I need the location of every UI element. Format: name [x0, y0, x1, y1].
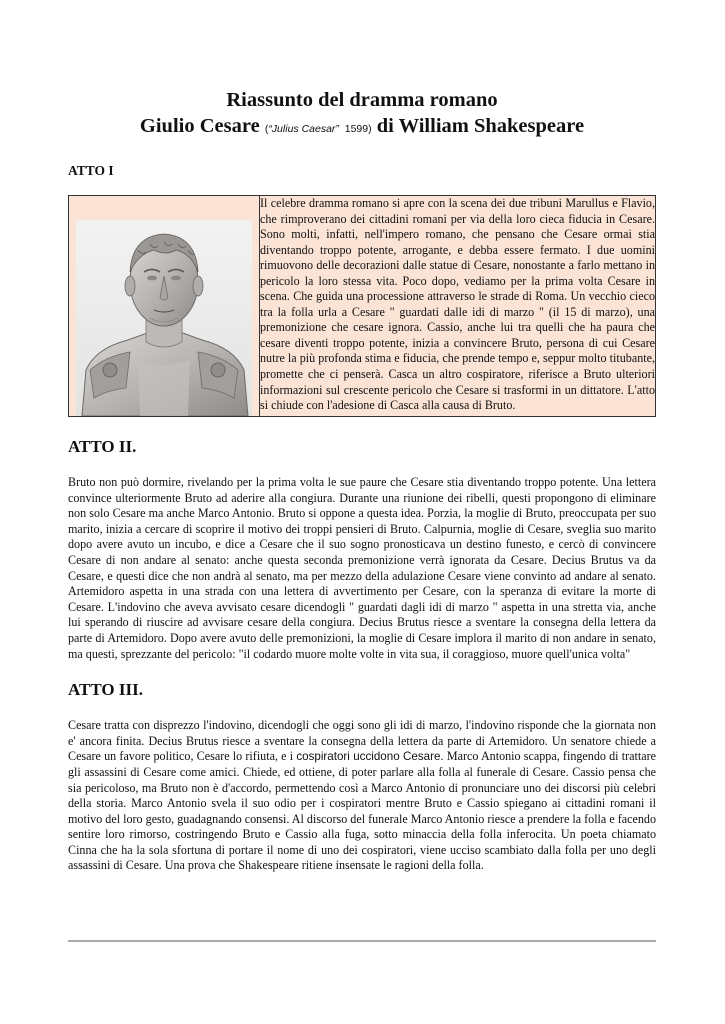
atto-3-text-part-a: Cesare tratta con disprezzo l'indovino, dicendogli che oggi sono gli idi di marzo, l'indovino risponde che la giornata non e' ancora finita. Decius Brutus riesce a sventare la consegna della lettera da parte di Artemidoro. Un senatore chiede a Cesare un favore politico, Cesare lo rifiuta, e i — [68, 718, 656, 764]
subtitle-english-title: “Julius Caesar” — [268, 123, 339, 135]
caesar-image-cell — [69, 196, 260, 417]
atto-3-summary — [68, 718, 656, 874]
caesar-bust-icon — [76, 220, 252, 416]
atto-1-summary: Il celebre dramma romano si apre con la scena dei due tribuni Marullus e Flavio, che rimproverano dei cittadini romani per via della loro cieca fiducia in Cesare. Sono molti, infatti, nell'impero romano, che pensano che Cesare ormai stia diventando troppo potente, arrogante, e debba essere fermato. I due uomini rimuovono delle decorazioni dalle statue di Cesare, nonostante a farlo mettano in pericolo la loro stessa vita. Poco dopo, vediamo per la prima volta Cesare in scena. Che guida una processione attraverso le strade di Roma. Un vecchio cieco tra la folla urla a Cesare " guardati dalle idi di marzo " (il 15 di marzo), una premonizione che cesare ignora. Cassio, anche lui tra quelli che ha paura che cesare diventi troppo potente, inizia a convincere Bruto, persona di cui Cesare nutre la più profonda stima e fiducia, che prende tempo e, seppur molto titubante, promette che ci penserà. Casca un altro cospiratore, riferisce a Bruto ulteriori informazioni sul crescente pericolo che Cesare si trasformi in un dittatore. L'atto si chiude con l'adesione di Casca alla causa di Bruto. — [260, 196, 656, 417]
atto-3-text-sans: cospiratori uccidono Cesare. — [296, 750, 444, 764]
title-line-2 — [68, 113, 656, 142]
atto-3-text-part-b: Marco Antonio scappa, fingendo di trattare gli assassini di Cesare come amici. Chiede, ed ottiene, di poter parlare alla folla al funerale di Cesare. Cassio pensa che sia pericoloso, ma Bruto non è d'accordo, permettendo così a Marco Antonio di pronunciare uno dei discorsi più celebri della storia. Marco Antonio svela il suo odio per i cospiratori mentre Bruto e Cassio spiegano ai cittadini romani il motivo del loro gesto, guadagnando consensi. Al discorso del funerale Marco Antonio riesce a prendere la folla e facendo sentire loro rimorso, costringendo Bruto e Cassio alla fuga, sotto minaccia della folla inferocita. Un poeta chiamato Cinna che ha la sola sfortuna di portare il nome di uno dei cospiratori, viene ucciso scambiato dalla folla per uno degli assassini di Cesare. Una prova che Shakespeare ritiene insensate le ragioni della folla. — [68, 749, 656, 873]
atto-1-table — [68, 195, 656, 417]
footer-divider — [68, 940, 656, 942]
atto-1-heading: ATTO I — [68, 163, 114, 178]
title-subtitle — [265, 123, 372, 135]
subtitle-open: ( — [264, 123, 269, 135]
atto-2-summary: Bruto non può dormire, rivelando per la prima volta le sue paure che Cesare stia diventando troppo potente. Una lettera convince ulteriormente Bruto ad aderire alla congiura. Durante una riunione dei ribelli, questi propongono di eliminare non solo Cesare ma anche Marco Antonio. Bruto si oppone a questa idea. Porzia, la moglie di Bruto, preoccupata per suo marito, inizia a cercare di scoprire il motivo dei troppi pensieri di Bruto. Calpurnia, moglie di Cesare, sveglia suo marito dopo avere avuto un incubo, e dice a Cesare che il suo sogno pronosticava un destino funesto, e cercò di convincere Cesare di non andare al senato: anche questa seconda premonizione verrà ignorata da Cesare. Decius Brutus va da Cesare, e questi dice che non andrà al senato, ma per mezzo della adulazione Cesare viene convinto ad andare al senato. Artemidoro aspetta in una strada con una lettera di avvertimento per Cesare, con la speranza di evitare la morte di Cesare. L'indovino che aveva avvisato cesare dicendogli " guardati dagli idi di marzo " aspetta in una stretta via, anche lui sperando di riuscire ad avvisare cesare della congiura. Decius Brutus riesce a sventare la consegna della lettera da parte di Artemidoro. Dopo avere avuto delle premonizioni, la moglie di Cesare implora il marito di non andare in senato, ma questi, sprezzante del pericolo: "il codardo muore molte volte in vita sua, il coraggioso, muore quell'unica volta" — [68, 475, 656, 661]
subtitle-year: 1599) — [338, 123, 372, 135]
document-page — [68, 88, 656, 874]
atto-3-heading: ATTO III. — [68, 680, 143, 700]
title-play-name: Giulio Cesare — [139, 115, 260, 137]
atto-2-heading: ATTO II. — [68, 437, 137, 456]
title-line-1: Riassunto del dramma romano — [226, 89, 498, 111]
title-author: di William Shakespeare — [376, 115, 585, 137]
